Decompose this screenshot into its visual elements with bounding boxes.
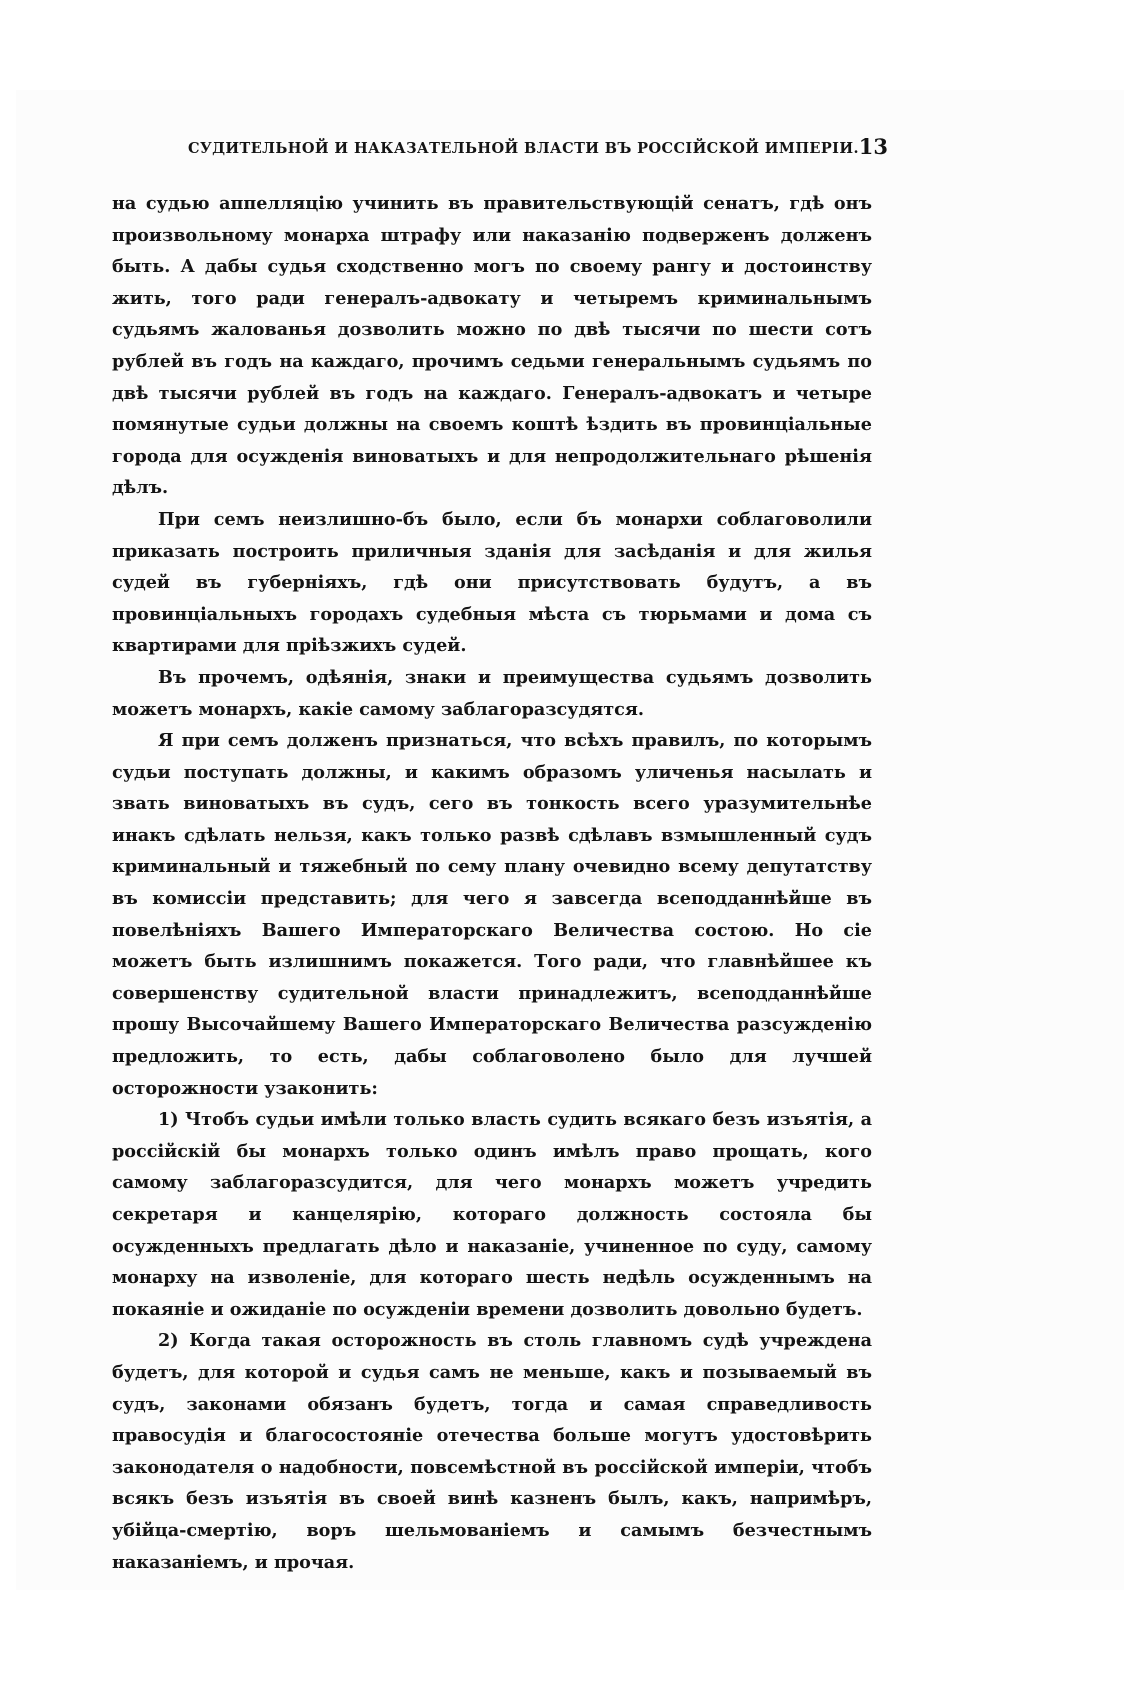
paragraph: При семъ неизлишно-бъ было, если бъ монархи соблаговолили приказать построить приличныя зданія для засѣданія и для жилья судей въ губерніяхъ, гдѣ они присутствовать будутъ, а въ провинціальныхъ городахъ судебныя мѣста съ тюрьмами и дома съ квартирами для пріѣзжихъ судей.: [112, 508, 872, 657]
paragraph: Я при семъ долженъ признаться, что всѣхъ правилъ, по которымъ судьи поступать должны, и какимъ образомъ уличенья насылать и звать виноватыхъ въ судъ, сего въ тонкость всего уразумительнѣе инакъ сдѣлать нельзя, какъ только развѣ сдѣлавъ взмышленный судъ криминальный и тяжебный по сему плану очевидно всему депутатству въ комиссіи представить; для чего я завсегда всеподданнѣйше въ повелѣніяхъ Вашего Императорскаго Величества состою. Но сіе можетъ быть излишнимъ покажется. Того ради, что главнѣйшее къ совершенству судительной власти принадлежитъ, всеподданнѣйше прошу Высочайшему Вашего Императорскаго Величества разсужденію предложить, то есть, дабы соблаговолено было для лучшей осторожности узаконить:: [112, 730, 872, 1099]
numbered-paragraph-1: 1) Чтобъ судьи имѣли только власть судить всякаго безъ изъятія, а россійскій бы монархъ только одинъ имѣлъ право прощать, кого самому заблагоразсудится, для чего монархъ можетъ учредить секретаря и канцелярію, котораго должность состояла бы осужденныхъ предлагать дѣло и наказаніе, учиненное по суду, самому монарху на изволеніе, для котораго шесть недѣль осужденнымъ на покаяніе и ожиданіе по осужденіи времени дозволить довольно будетъ.: [112, 1109, 872, 1320]
running-title: СУДИТЕЛЬНОЙ И НАКАЗАТЕЛЬНОЙ ВЛАСТИ ВЪ РОССІЙСКОЙ ИМПЕРІИ.: [188, 140, 859, 157]
running-header: [188, 134, 888, 168]
body-text: [112, 188, 872, 1578]
paragraph: Въ прочемъ, одѣянія, знаки и преимущества судьямъ дозволить можетъ монархъ, какіе самому заблагоразсудятся.: [112, 666, 872, 720]
paragraph: на судью аппелляцію учинить въ правительствующій сенатъ, гдѣ онъ произвольному монарха штрафу или наказанію подверженъ долженъ быть. А дабы судья сходственно могъ по своему рангу и достоинству жить, того ради генералъ-адвокату и четыремъ криминальнымъ судьямъ жалованья дозволить можно по двѣ тысячи по шести сотъ рублей въ годъ на каждаго, прочимъ седьми генеральнымъ судьямъ по двѣ тысячи рублей въ годъ на каждаго. Генералъ-адвокатъ и четыре помянутые судьи должны на своемъ коштѣ ѣздить въ провинціальные города для осужденія виноватыхъ и для непродолжительнаго рѣшенія дѣлъ.: [112, 193, 872, 499]
numbered-paragraph-2: 2) Когда такая осторожность въ столь главномъ судѣ учреждена будетъ, для которой и судья самъ не меньше, какъ и позываемый въ судъ, законами обязанъ будетъ, тогда и самая справедливость правосудія и благосостояніе отечества больше могутъ удостовѣрить законодателя о надобности, повсемѣстной въ россійской имперіи, чтобъ всякъ безъ изъятія въ своей винѣ казненъ былъ, какъ, напримѣръ, убійца-смертію, воръ шельмованіемъ и самымъ безчестнымъ наказаніемъ, и прочая.: [112, 1330, 872, 1573]
page-number: 13: [858, 134, 888, 159]
